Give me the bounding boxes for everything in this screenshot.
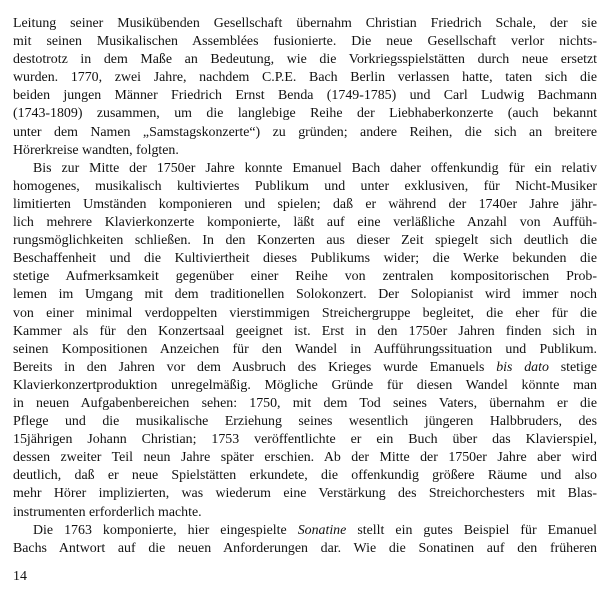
text-line xyxy=(13,323,597,341)
text-line xyxy=(13,250,597,268)
italic-text: bis dato xyxy=(496,359,549,375)
text-segment: Klavierkonzertproduktion unregelmäßig. Mögliche Gründe für diesen Wandel könnte man xyxy=(13,377,597,393)
text-line xyxy=(13,413,597,431)
text-segment: wurden. 1770, zwei Jahre, nachdem C.P.E. Bach Berlin verlassen hatte, taten sich die xyxy=(13,70,597,86)
paragraph xyxy=(13,522,597,558)
text-segment: stetige xyxy=(548,359,597,375)
text-line xyxy=(13,142,597,160)
text-segment: von einer minimal verdoppelten vierstimmigen Streichergruppe begleitet, die eher für die xyxy=(13,305,597,321)
text-segment: limitierten Umständen komponieren und spielen; daß er während der 1740er Jahre jähr- xyxy=(13,196,597,212)
text-segment: Bis zur Mitte der 1750er Jahre konnte Emanuel Bach daher offenkundig für ein relativ xyxy=(33,160,597,176)
page-number: 14 xyxy=(13,569,27,584)
text-line xyxy=(13,124,597,142)
text-line xyxy=(13,178,597,196)
text-segment: stetige Aufmerksamkeit gegenüber einer Reihe von zentralen kompositorischen Prob- xyxy=(13,269,597,285)
text-segment: Bachs Antwort auf die neuen Anforderungen dar. Wie die Sonatinen auf den früheren xyxy=(13,540,597,556)
text-segment: in neuen Aufgabenbereichen sehen: 1750, mit dem Tod seines Vaters, übernahm er die xyxy=(13,395,597,411)
text-line xyxy=(13,540,597,558)
text-segment: lich mehrere Klavierkonzerte komponierte, läßt auf eine verläßliche Anzahl von Auffüh- xyxy=(13,215,597,231)
paragraph xyxy=(13,15,597,160)
text-segment: Die 1763 komponierte, hier eingespielte xyxy=(33,522,298,538)
text-segment: Pflege und die musikalische Erziehung seines wesentlich jüngeren Halbbruders, des xyxy=(13,414,597,430)
text-line xyxy=(13,51,597,69)
body-text xyxy=(13,15,597,558)
text-segment: destotrotz in dem Maße an Bedeutung, wie die Vorkriegsspielstätten durch neue ersetzt xyxy=(13,52,597,68)
text-line xyxy=(13,467,597,485)
text-line xyxy=(13,485,597,503)
text-line xyxy=(13,504,597,522)
text-line xyxy=(13,33,597,51)
text-segment: lemen im Umgang mit dem traditionellen Solokonzert. Der Solopianist wird immer noch xyxy=(13,287,597,303)
text-segment: seinen Kompositionen Anzeichen für den Wandel in Aufführungssituation und Publikum. xyxy=(13,341,597,357)
text-line xyxy=(13,305,597,323)
text-segment: stellt ein gutes Beispiel für Emanuel xyxy=(346,522,597,538)
text-line xyxy=(13,87,597,105)
text-segment: Leitung seiner Musikübenden Gesellschaft übernahm Christian Friedrich Schale, der sie xyxy=(13,16,597,31)
text-line xyxy=(13,160,597,178)
text-segment: mehr Hörer implizierten, was wiederum eine Verstärkung des Streichorchesters mit Blas- xyxy=(13,486,597,502)
italic-text: Sonatine xyxy=(297,522,347,538)
text-segment: 15jährigen Johann Christian; 1753 veröffentlichte er ein Buch über das Klavierspiel, xyxy=(13,432,597,448)
paragraph xyxy=(13,160,597,522)
text-line xyxy=(13,522,597,540)
text-segment: homogenes, musikalisch kultiviertes Publikum und unter exklusiven, für Nicht-Musiker xyxy=(13,178,597,194)
text-segment: Bereits in den Jahren vor dem Ausbruch des Krieges wurde Emanuels xyxy=(13,359,497,375)
text-segment: unter dem Namen „Samstagskonzerte“) zu gründen; andere Reihen, die sich an breitere xyxy=(13,124,597,140)
text-segment: mit seinen Musikalischen Assemblées fusionierte. Die neue Gesellschaft verlor nichts- xyxy=(13,34,597,50)
text-segment: (1743-1809) zusammen, um die langlebige Reihe der Liebhaberkonzerte (auch bekannt xyxy=(13,106,597,122)
text-segment: instrumenten erforderlich machte. xyxy=(13,504,202,520)
text-line xyxy=(13,268,597,286)
text-segment: deutlich, daß er neue Spielstätten erkundete, die offenkundig größere Räume und also xyxy=(13,468,597,484)
text-line xyxy=(13,431,597,449)
text-line xyxy=(13,377,597,395)
text-line xyxy=(13,359,597,377)
text-segment: Kammer als für den Konzertsaal geeignet ist. Erst in den 1750er Jahren finden sich in xyxy=(13,323,597,339)
text-line xyxy=(13,196,597,214)
text-line xyxy=(13,341,597,359)
text-line xyxy=(13,15,597,33)
text-line xyxy=(13,286,597,304)
text-line xyxy=(13,69,597,87)
text-line xyxy=(13,232,597,250)
text-line xyxy=(13,395,597,413)
text-segment: dessen zweiter Teil neun Jahre später erschien. Ab der Mitte der 1750er Jahre aber wird xyxy=(13,450,597,466)
text-segment: Hörerkreise wandten, folgten. xyxy=(13,142,179,158)
text-line xyxy=(13,449,597,467)
text-line xyxy=(13,214,597,232)
text-segment: rungsmöglichkeiten schließen. In den Konzerten aus dieser Zeit spiegelt sich deutlich die xyxy=(13,233,597,249)
text-line xyxy=(13,105,597,123)
text-segment: Beschaffenheit und die Kultiviertheit dieses Publikums wider; die Werke bekunden die xyxy=(13,251,597,267)
text-segment: beiden jungen Männer Friedrich Ernst Benda (1749-1785) und Carl Ludwig Bachmann xyxy=(13,88,597,104)
